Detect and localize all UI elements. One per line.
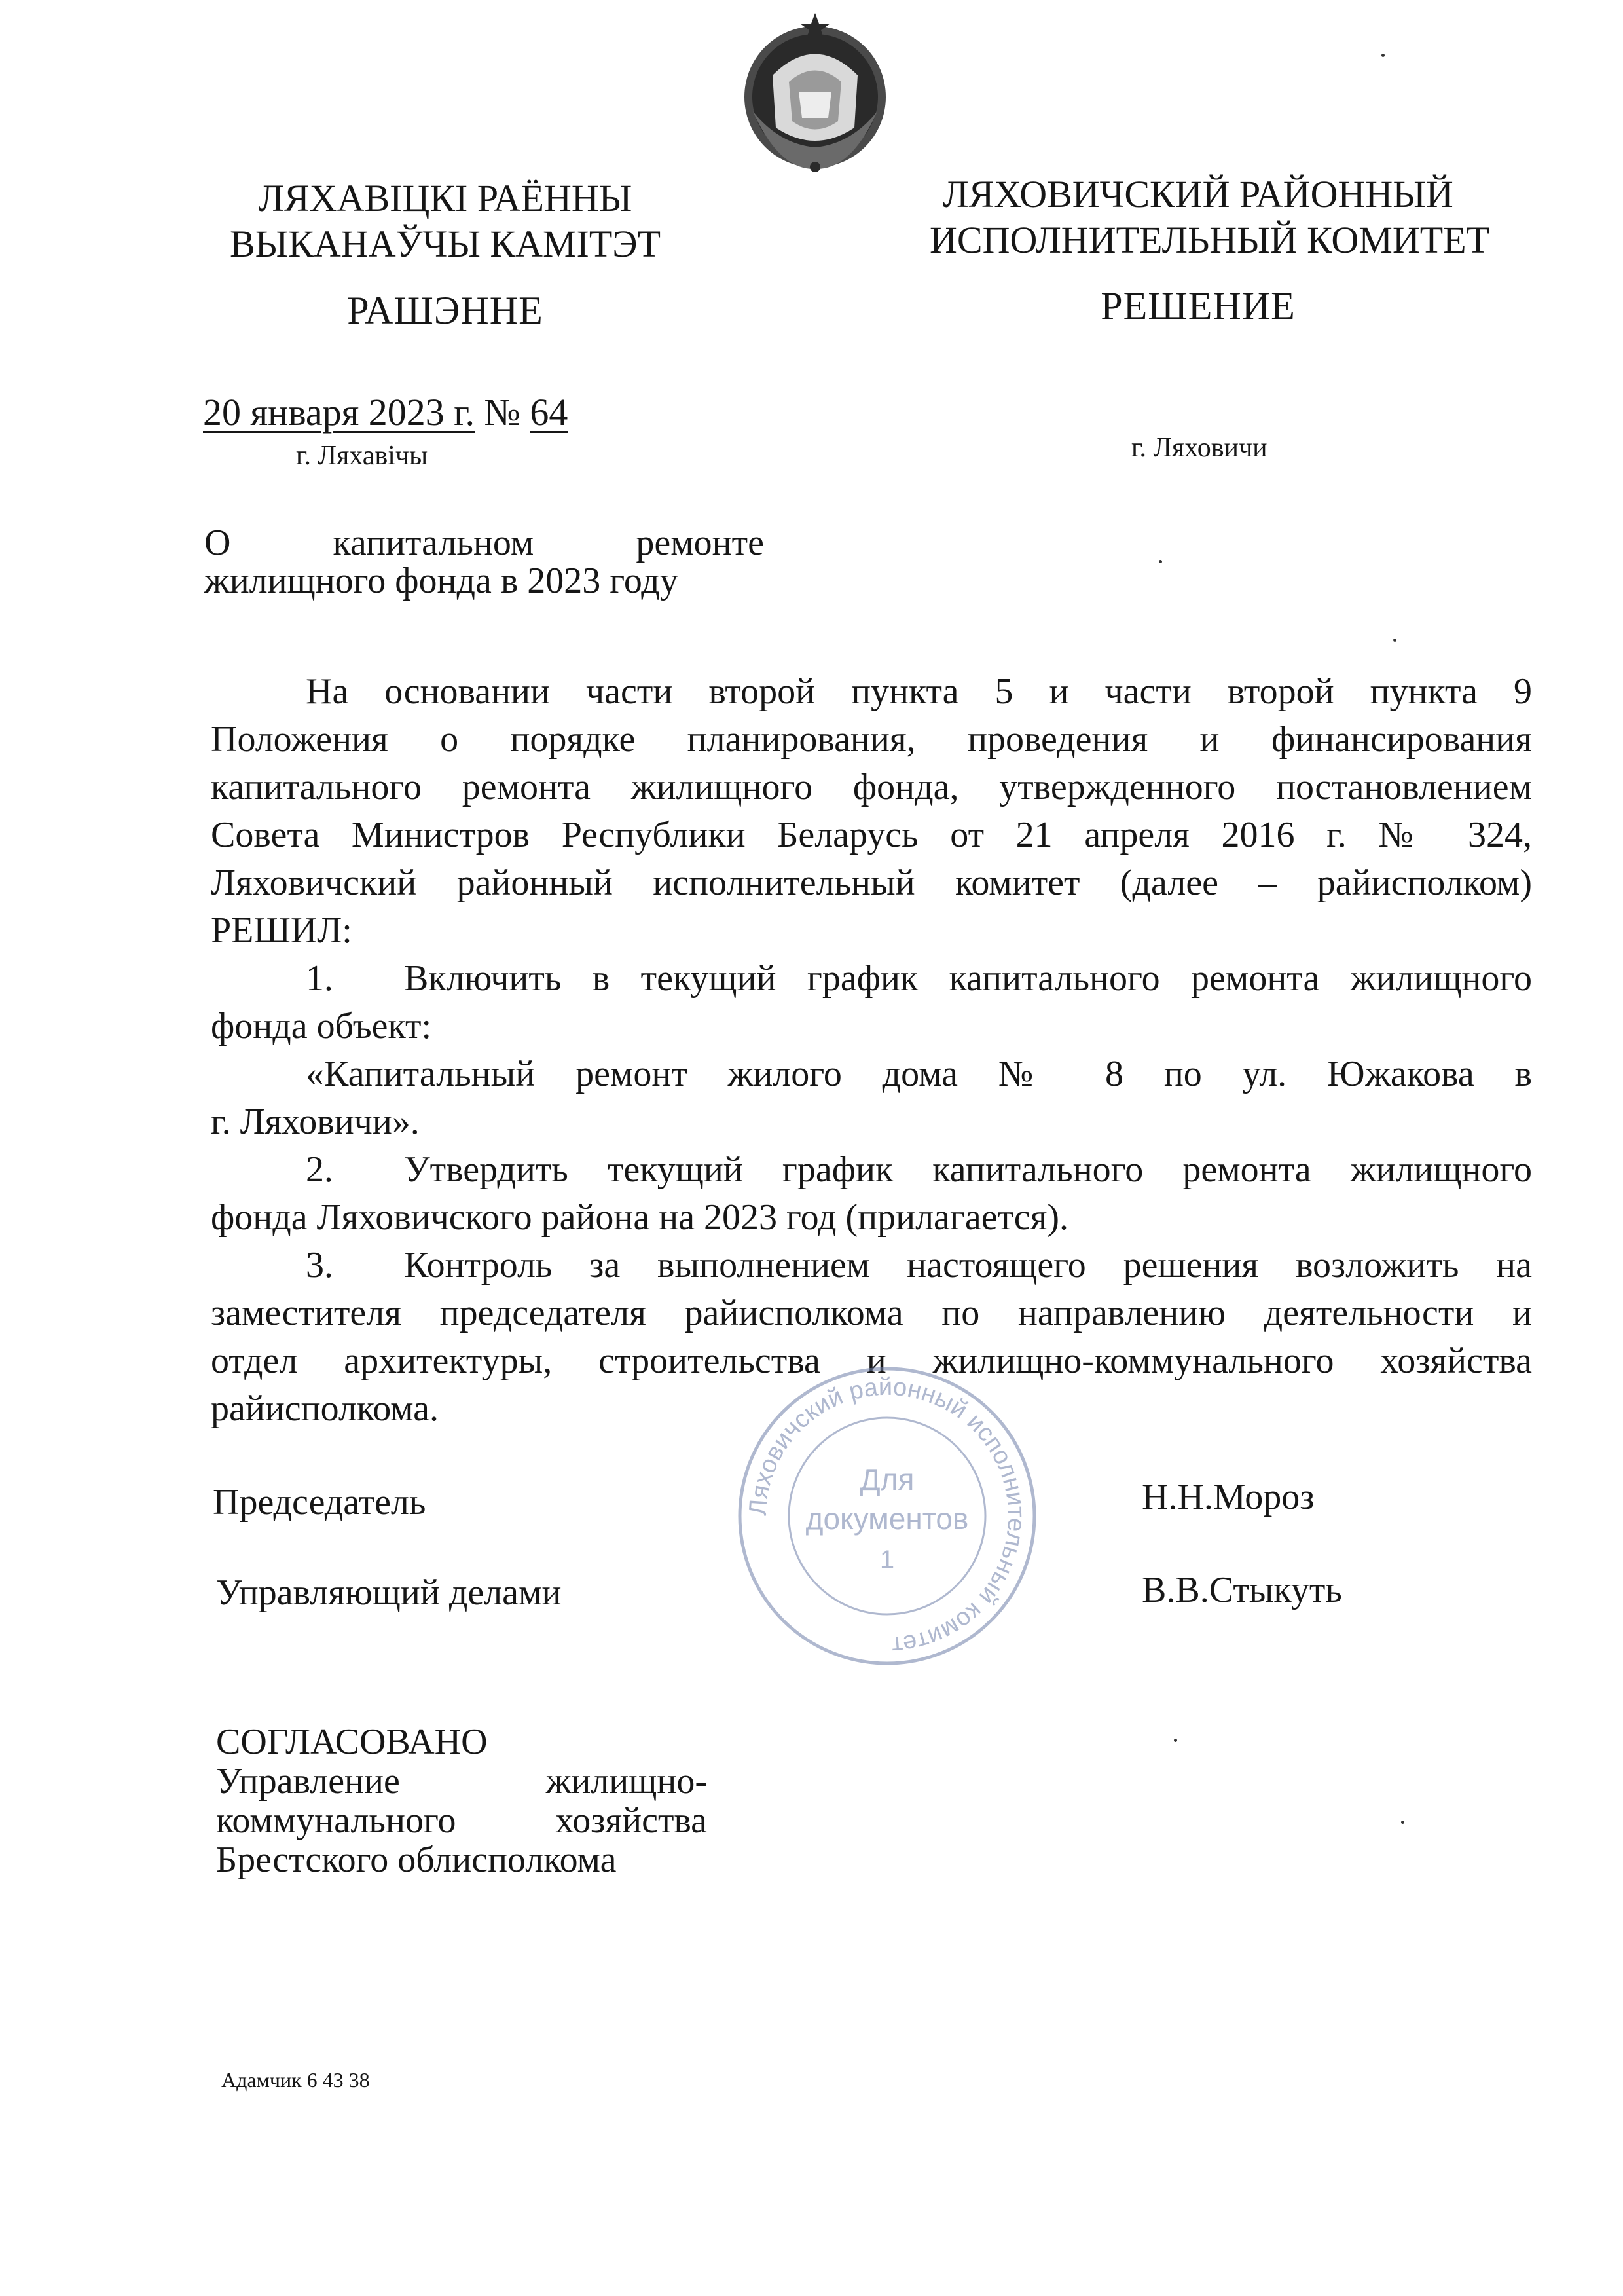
header-left-doc-type: РАШЭННЕ <box>347 289 543 332</box>
decision-date-number <box>203 390 568 434</box>
subject-word: ремонте <box>636 523 764 563</box>
state-emblem-icon <box>733 13 897 174</box>
preamble-line: Ляховичский районный исполнительный комитет (далее – райисполком) <box>211 862 1532 903</box>
stamp-center-line1: Для <box>860 1462 915 1496</box>
header-right-line2: ИСПОЛНИТЕЛЬНЫЙ КОМИТЕТ <box>930 219 1490 261</box>
subject-word: капитальном <box>333 523 534 563</box>
decision-date: 20 января 2023 г. <box>203 391 475 434</box>
item-2-line-1 <box>211 1146 1532 1194</box>
agreed-line-1 <box>216 1762 707 1801</box>
subject-word: О <box>204 523 231 563</box>
item-text: фонда Ляховичского района на 2023 год (прилагается). <box>211 1197 1068 1238</box>
scan-speck <box>1393 639 1396 642</box>
item-number: 3. <box>306 1245 333 1286</box>
agreed-word: коммунального <box>216 1800 456 1841</box>
item-text: фонда объект: <box>211 1006 432 1046</box>
agreed-word: Управление <box>216 1761 400 1802</box>
signature-position: Председатель <box>213 1482 426 1523</box>
item-text: г. Ляховичи». <box>211 1102 420 1142</box>
agreed-title: СОГЛАСОВАНО <box>216 1722 488 1762</box>
scan-speck <box>1174 1739 1177 1742</box>
decision-subject <box>204 524 764 600</box>
city-right: г. Ляховичи <box>1131 433 1267 463</box>
item-text: заместителя председателя райисполкома по направлению деятельности и <box>211 1293 1532 1333</box>
item-number: 2. <box>306 1149 333 1190</box>
executor-contact: Адамчик 6 43 38 <box>221 2068 370 2092</box>
round-stamp <box>723 1362 1051 1670</box>
item-number: 1. <box>306 958 333 999</box>
item-text: райисполкома. <box>211 1388 439 1429</box>
stamp-center-line2: документов <box>805 1502 969 1536</box>
stamp-center-line3: 1 <box>879 1546 895 1574</box>
item-text: Включить в текущий график капитального ремонта жилищного <box>404 958 1532 999</box>
agreed-line-2 <box>216 1801 707 1840</box>
item-3-line-1 <box>211 1242 1532 1289</box>
agreed-word: хозяйства <box>555 1800 707 1841</box>
header-right-line1: ЛЯХОВИЧСКИЙ РАЙОННЫЙ <box>943 173 1453 215</box>
item-text: «Капитальный ремонт жилого дома № 8 по ул. Южакова в <box>306 1054 1532 1094</box>
header-left-org <box>210 176 681 267</box>
scan-speck <box>1159 560 1162 563</box>
scan-speck <box>1401 1821 1404 1824</box>
header-right-doc-type: РЕШЕНИЕ <box>1101 284 1296 327</box>
decision-number: 64 <box>530 391 568 434</box>
preamble-line: На основании части второй пункта 5 и части второй пункта 9 <box>306 671 1532 712</box>
preamble-line: РЕШИЛ: <box>211 910 352 951</box>
item-text: Утвердить текущий график капитального ремонта жилищного <box>404 1149 1532 1190</box>
agreed-block <box>216 1722 707 1879</box>
item-text: отдел архитектуры, строительства и жилищно-коммунального хозяйства <box>211 1341 1532 1381</box>
number-sign: № <box>484 391 520 434</box>
header-left-line1: ЛЯХАВІЦКІ РАЁННЫ <box>258 177 632 219</box>
signature-position: Управляющий делами <box>216 1572 562 1613</box>
subject-line-2: жилищного фонда в 2023 году <box>204 561 678 601</box>
header-right-org <box>930 172 1490 263</box>
agreed-word: жилищно- <box>545 1761 707 1802</box>
subject-line-1 <box>204 524 764 562</box>
item-1-line-1 <box>211 955 1532 1003</box>
stamp-ring-path: Ляховичский районный исполнительный комитет <box>744 1373 1030 1659</box>
preamble-line: капитального ремонта жилищного фонда, утвержденного постановлением <box>211 767 1532 807</box>
scan-speck <box>1381 54 1385 57</box>
item-text: Контроль за выполнением настоящего решения возложить на <box>404 1245 1532 1286</box>
preamble-line: Положения о порядке планирования, проведения и финансирования <box>211 719 1532 760</box>
decision-body <box>211 668 1532 1433</box>
header-left-line2: ВЫКАНАЎЧЫ КАМІТЭТ <box>229 223 661 265</box>
agreed-line-3: Брестского облисполкома <box>216 1840 617 1880</box>
signature-name: Н.Н.Мороз <box>1142 1477 1315 1517</box>
city-left: г. Ляхавічы <box>296 441 428 471</box>
signature-name: В.В.Стыкуть <box>1142 1570 1342 1610</box>
preamble-line: Совета Министров Республики Беларусь от 21 апреля 2016 г. № 324, <box>211 815 1532 855</box>
